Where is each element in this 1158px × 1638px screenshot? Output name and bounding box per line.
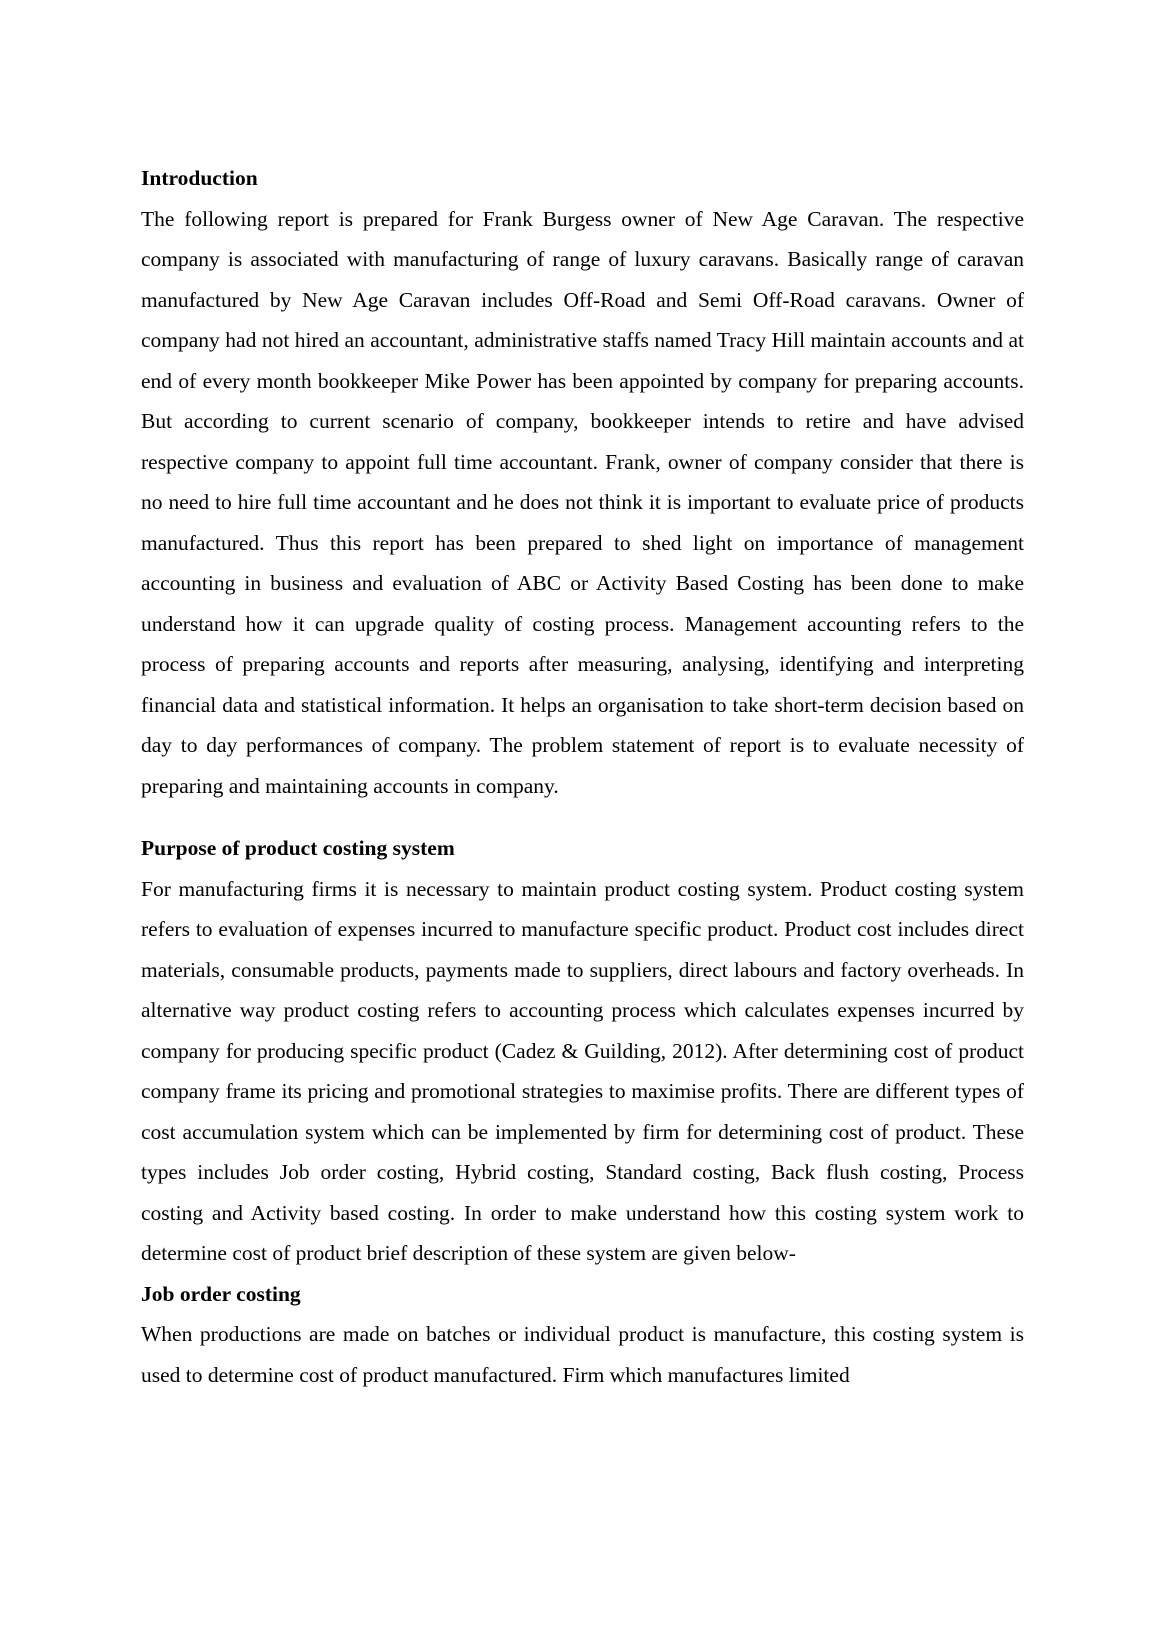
- document-body: [141, 158, 1024, 1395]
- purpose-paragraph: For manufacturing firms it is necessary to maintain product costing system. Product costing system refers to evaluation of expenses incurred to manufacture specific product. Product cost includes direct materials, consumable products, payments made to suppliers, direct labours and factory overheads. In alternative way product costing refers to accounting process which calculates expenses incurred by company for producing specific product (Cadez & Guilding, 2012). After determining cost of product company frame its pricing and promotional strategies to maximise profits. There are different types of cost accumulation system which can be implemented by firm for determining cost of product. These types includes Job order costing, Hybrid costing, Standard costing, Back flush costing, Process costing and Activity based costing. In order to make understand how this costing system work to determine cost of product brief description of these system are given below-: [141, 876, 1024, 1265]
- section-gap: [141, 806, 1024, 828]
- job-order-heading: Job order costing: [141, 1281, 301, 1306]
- purpose-heading: Purpose of product costing system: [141, 836, 455, 860]
- job-order-paragraph: When productions are made on batches or individual product is manufacture, this costing system is used to determine cost of product manufactured. Firm which manufactures limited: [141, 1322, 1024, 1387]
- introduction-heading: Introduction: [141, 166, 258, 190]
- introduction-paragraph: The following report is prepared for Frank Burgess owner of New Age Caravan. The respective company is associated with manufacturing of range of luxury caravans. Basically range of caravan manufactured by New Age Caravan includes Off-Road and Semi Off-Road caravans. Owner of company had not hired an accountant, administrative staffs named Tracy Hill maintain accounts and at end of every month bookkeeper Mike Power has been appointed by company for preparing accounts. But according to current scenario of company, bookkeeper intends to retire and have advised respective company to appoint full time accountant. Frank, owner of company consider that there is no need to hire full time accountant and he does not think it is important to evaluate price of products manufactured. Thus this report has been prepared to shed light on importance of management accounting in business and evaluation of ABC or Activity Based Costing has been done to make understand how it can upgrade quality of costing process. Management accounting refers to the process of preparing accounts and reports after measuring, analysing, identifying and interpreting financial data and statistical information. It helps an organisation to take short-term decision based on day to day performances of company. The problem statement of report is to evaluate necessity of preparing and maintaining accounts in company.: [141, 206, 1024, 798]
